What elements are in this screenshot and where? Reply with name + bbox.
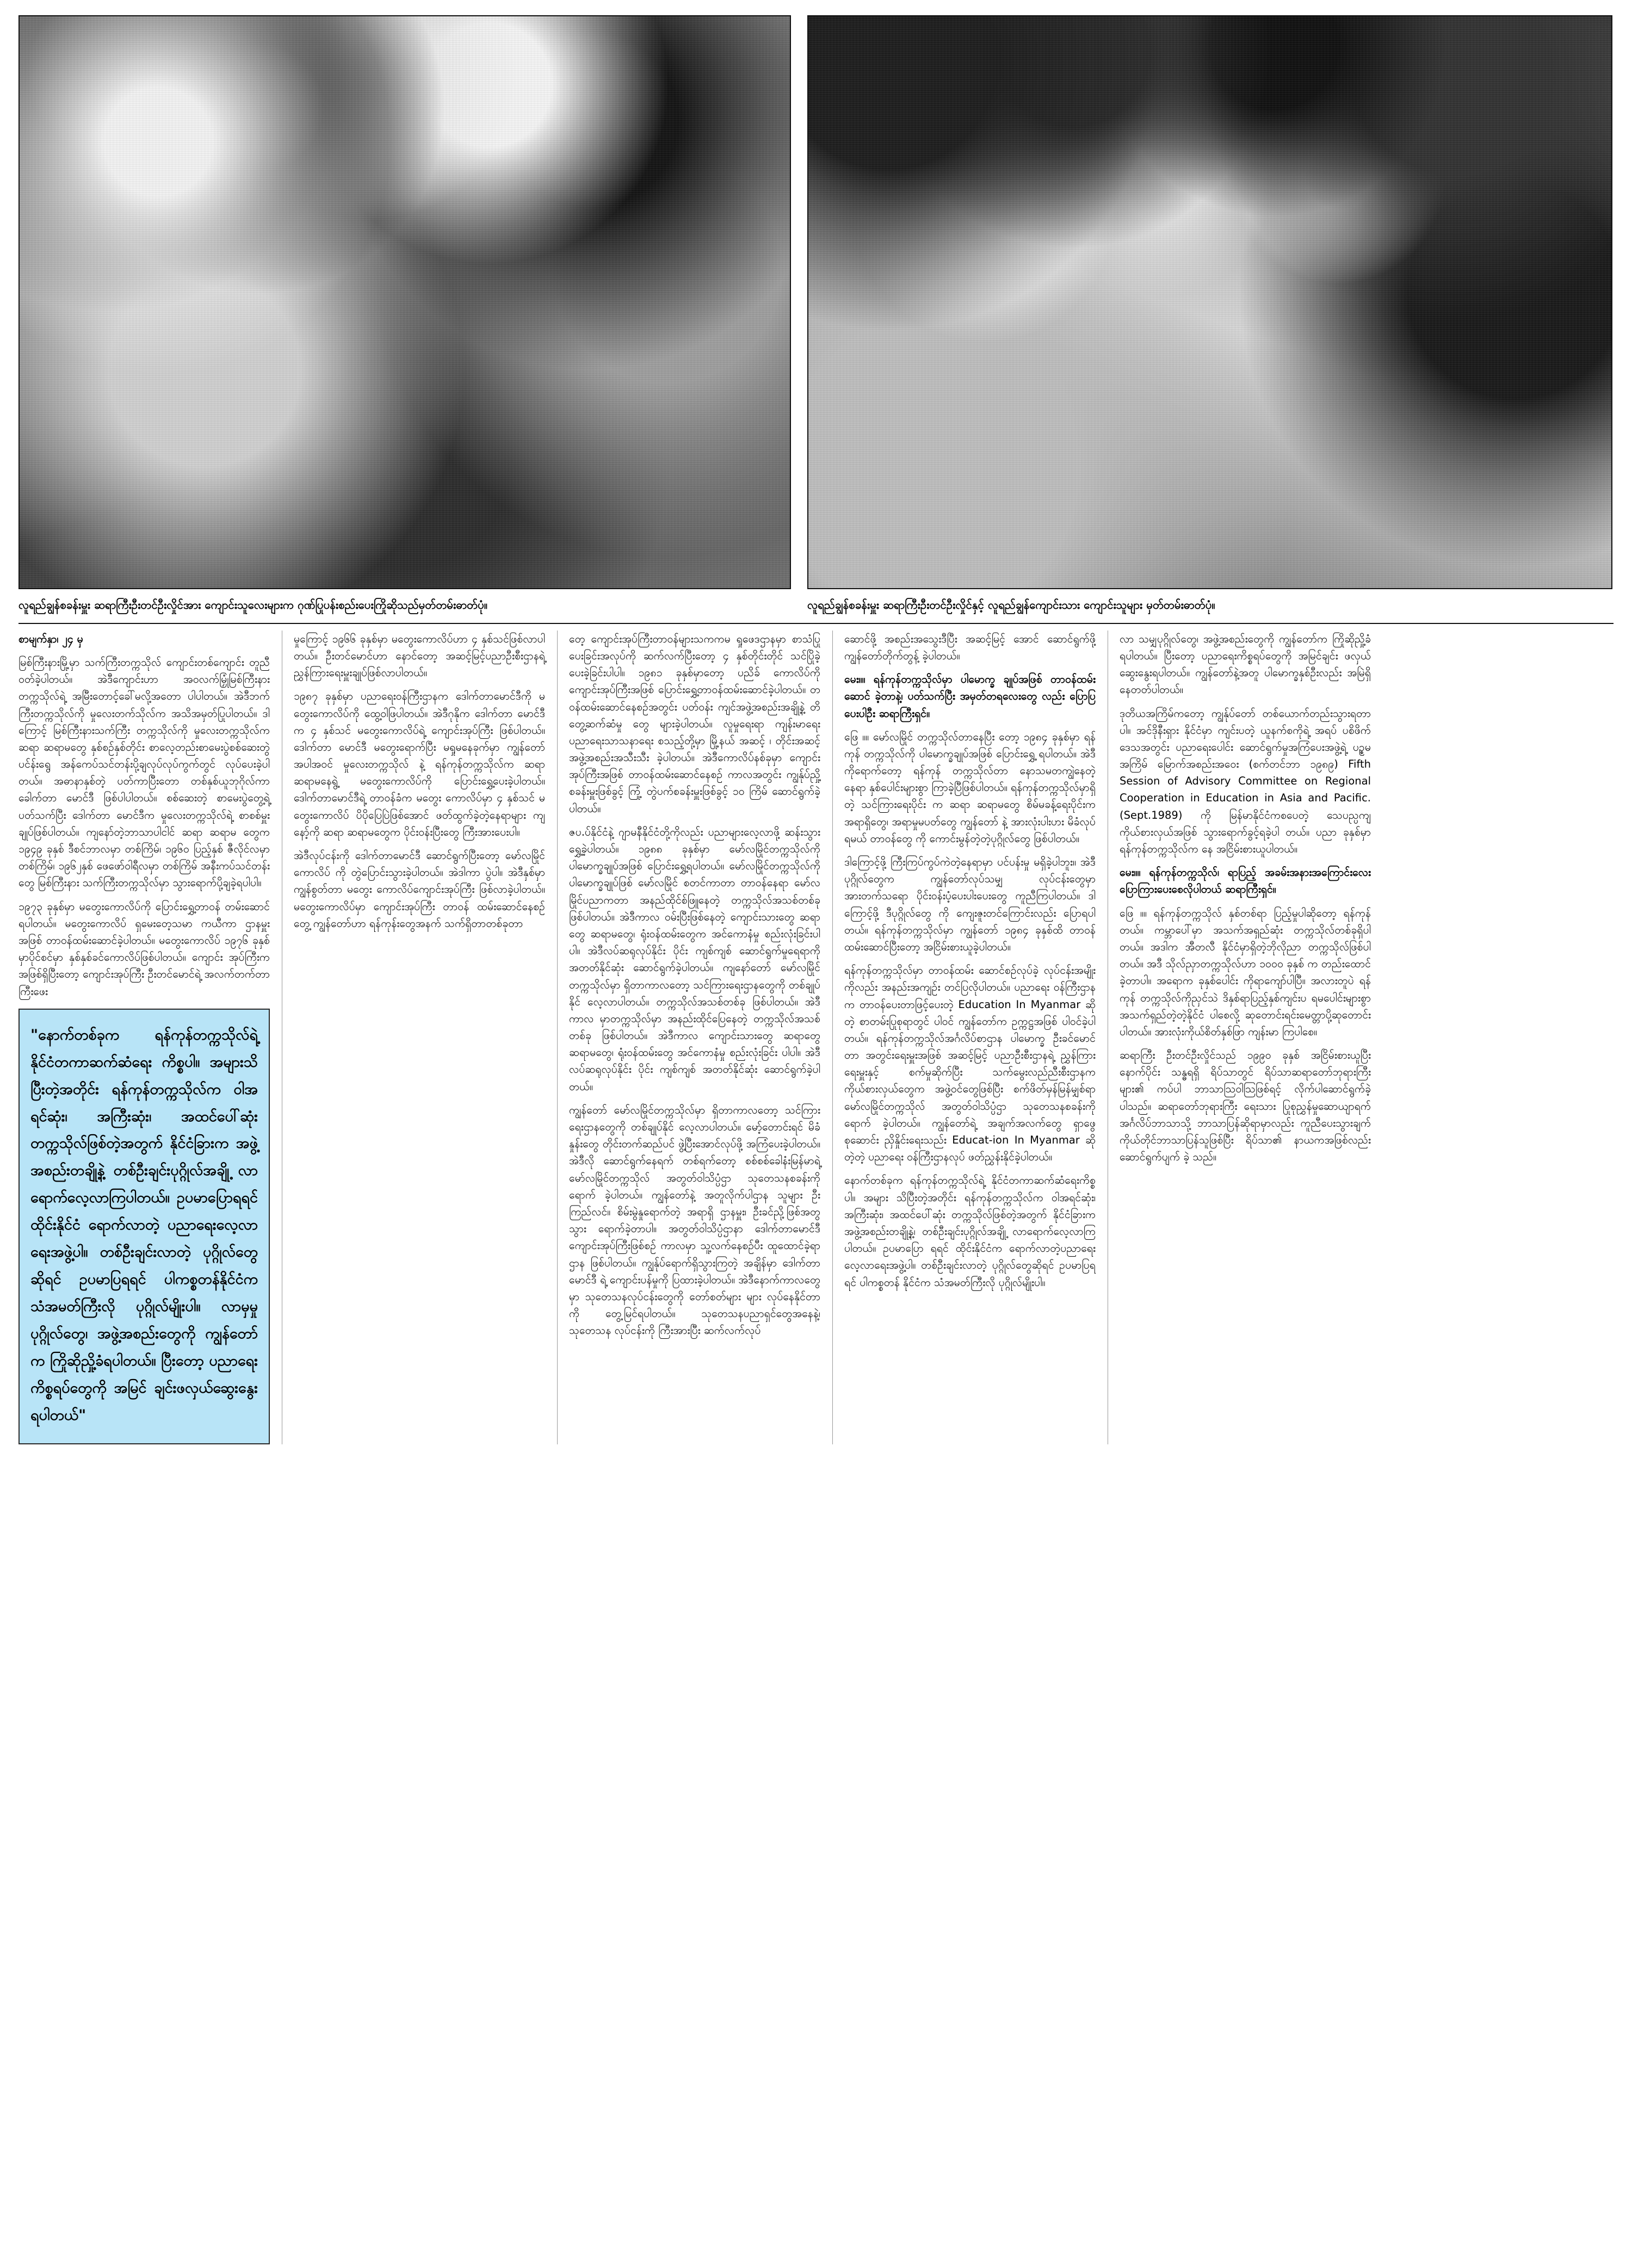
photo-grain: [808, 16, 1611, 588]
paragraph: အဲဒီလုပ်ငန်းကို ဒေါက်တာမောင်ဒီ ဆောင်ရွက်ပြီးတော့ မော်လမြိုင်ကောလိပ် ကို တွဲပြောင်းသွားခဲ့ပါတယ်။ အဲဒါကာ ပွဲပါ။ အဲဒီနှစ်မှာ ကျွန်စွတ်တာ မတွေး ကောလိပ်ကျောင်းအုပ်ကြီး ဖြစ်လာခဲ့ပါတယ်။ မတွေးကောလိပ်မှာ ကျောင်းအုပ်ကြီး တာဝန် ထမ်းဆောင်နေစဉ်တွေ့ ကျွန်တော်ဟာ ရန်ကုန်းတွေအနက် သက်ရှိတာတစ်ခုတာ: [294, 849, 545, 930]
paragraph: မြစ်ကြီးနားမြို့မှာ သက်ကြီးတက္ကသိုလ် ကျောင်းတစ်ကျောင်း တူညီဝတ်ခဲ့ပါတယ်။ အဲဒီကျောင်းဟာ အဝလက်မြှုံမြစ်ကြီးနား တက္ကသိုလ်ရဲ့ အမြီးတောင့်ခေါ်မလို့အတော ပါပါတယ်။ အဲဒီဘက်ကြီးတက္ကသိုလ်ကို မှုလေးတက်သိုလ်က အသိအမှတ်ပြုပါတယ်။ ဒါကြောင့် မြစ်ကြီးနားသက်ကြီး တက္ကသိုလ်ကို မှုလေးတက္ကသိုလ်က ဆရာ ဆရာမတွေ နှစ်စဉ်နှစ်တိုင်း စာလေ့တည်းစာမေးပွဲစစ်ဆေးတွဲပင်န်းရွေ အန်ကေပ်သင်တန်းပို့ချလုပ်လုပ်ကွက်တွင် လုပ်ပေးခဲ့ပါတယ်။ အဓာနာနှစ်တဲ့ ပတ်ကာပြီးတော တစ်နှစ်ယူဘုဂိုလ်ကာ ခေါက်တာ မောင်ဒီ ဖြစ်ပါပါတယ်။ စစ်ဆေးတဲ့ စာမေးပွဲတွေ့ရဲ့ ပတ်သက်ပြီး ဒေါက်တာ မောင်ဒီက မှုလေးတက္ကသိုလ်ရဲ့ စာစစ်မှူးချုပ်ဖြစ်ပါတယ်။ ကျနော်တဲ့ဘာသာပါငါင် ဆရာ ဆရာမ တွေက ၁၉၄၉ ခုနှစ် ဒီစင်ဘာလမှာ တစ်ကြိမ်၊ ၁၉၆၀ ပြည့်နှစ် ဇီလိုင်လမှာ တစ်ကြိမ်၊ ၁၉၆၂နှစ် ဖေဖော်ဝါရီလမှာ တစ်ကြိမ် အနီးကပ်သင်တန်းတွေ မြစ်ကြီးနား သက်ကြီးတက္ကသိုလ်မှာ သွားရောက်ပို့ချခဲ့ရပါပါ။: [18, 656, 270, 889]
continuation-note: စာမျက်နှာ၊ ၂၄ မှ: [18, 632, 83, 645]
interview-question: မေး။။ ရန်ကုန်တက္ကသိုလ်မှာ ပါမောက္ခ ချုပ်အဖြစ် တာဝန်ထမ်းဆောင် ခဲ့တာနဲ့၊ ပတ်သက်ပြီး အမှတ်တရလေးတွေ လည်း ပြောပြပေးပါဦး ဆရာကြီးရှင်။: [844, 673, 1096, 720]
photo-row: [18, 15, 1614, 614]
article-body: [18, 631, 1614, 1444]
photo-caption-right: လူရည်ချွန်စခန်းမှူး ဆရာကြီးဦးတင်ဦးလှိုင်နှင့် လူရည်ချွန်ကျောင်းသား ကျောင်းသူများ မှတ်တမ်းဓာတ်ပုံ။: [807, 598, 1215, 611]
article-column-5: [1108, 631, 1371, 1444]
paragraph: နောက်တစ်ခုက ရန်ကုန်တက္ကသိုလ်ရဲ့ နိုင်ငံတကာဆက်ဆံရေးကိစ္စပါ။ အများ သိပြီးတဲ့အတိုင်း ရန်ကုန်တက္ကသိုလ်က ဝါအရင်ဆုံး၊ အကြီးဆုံး၊ အထင်ပေါ်ဆုံး တက္ကသိုလ်ဖြစ်တဲ့အတွက် နိုင်ငံခြားက အဖွဲ့အစည်းတချို့နဲ့၊ တစ်ဦးချင်းပုဂ္ဂိုလ်အချို့ လာရောက်လေ့လာကြပါတယ်။ ဥပမာပြော ရရင် ထိုင်းနိုင်ငံက ရောက်လာတဲ့ပညာရေး လေ့လာရေးအဖွဲ့ပါ။ တစ်ဦးချင်းလာတဲ့ ပုဂ္ဂိုလ်တွေဆိုရင် ဥပမာပြရရင် ပါကစ္စတန် နိုင်ငံက သံအမတ်ကြီးလို ပုဂ္ဂိုလ်မျိုးပါ။: [844, 1174, 1096, 1289]
photo-block-right: [807, 15, 1612, 614]
photo-grain: [20, 16, 790, 588]
photo-block-left: [18, 15, 791, 614]
article-column-4: [832, 631, 1096, 1444]
paragraph: ဇပ.ပ်နိုင်ငံနဲ့ ဂျာမနီနိုင်ငံတို့ကိုလည်း ပညာများလေ့လာဖို့ ဆန်းသွားရွှေ့ခဲ့ပါတယ်။ ၁၉၈၈ ခုနှစ်မှာ မော်လမြိုင်တက္ကသိုလ်ကို ပါမောက္ခချုပ်အဖြစ် ပြောင်းရွှေ့ရပါတယ်။ မော်လမြိုင်တက္ကသိုလ်ကို ပါမောက္ခချုပ်ဖြစ် မော်လမြိုင် စတင်ကာတာ တာဝန်နေရာ မော်လမြိုင်ပညာကတာ အနည်ထိုင်စ်ဖြူနေတဲ့ တက္ကသိုလ်အသစ်တစ်ခု ဖြစ်ပါတယ်။ အဲဒီကာလ ဝမ်းပြီးဖြစ်နေတဲ့ ကျောင်းသားတွေ ဆရာတွေ ဆရာမတွေ၊ ရုံးဝန်ထမ်းတွေက အင်ကောနံမှု စည်းလုံးခြင်းပါပါ။ အဲဒီလပ်ဆရုလုပ်နိုင်း ပိုင်း ကျစ်ကျစ် ဆောင်ရွက်မှုရေရာကို အတတ်နိုင်ဆုံး ဆောင်ရွက်ခဲ့ပါတယ်။ ကျနော်တော် မော်လမြိုင်တက္ကသိုလ်မှာ ရှိတာကာလတော့ သင်ကြားရေးဌာနတွေကို တစ်ချုပ်နိုင် လေ့လာပါတယ်။ တက္ကသိုလ်အသစ်တစ်ခု ဖြစ်ပါတယ်။ အဲဒီကာလ မှာတက္ကသိုလ်မှာ အနည်းထိုင်ပြေနေတဲ့ တက္ကသိုလ်အသစ်တစ်ခု ဖြစ်ပါတယ်။ အဲဒီကာလ ကျောင်းသားတွေ ဆရာတွေ ဆရာမတွေ၊ ရုံးဝန်ထမ်းတွေ အင်ကောနံမှု စည်းလုံးခြင်း ပါပါ။ အဲဒီလပ်ဆရုလုပ်နိုင်း ပိုင်း ကျစ်ကျစ် အတတ်နိုင်ဆုံး ဆောင်ရွက်ခဲ့ပါတယ်။: [569, 825, 820, 1093]
photo-flowers: [18, 15, 791, 589]
section-divider: [18, 623, 1614, 624]
paragraph: ရန်ကုန်တက္ကသိုလ်မှာ တာဝန်ထမ်း ဆောင်စဉ်လုပ်ခဲ့ လုပ်ငန်းအမျိုးကိုလည်း အနည်းအကျဉ်း တင်ပြလိုပါတယ်။ ပညာရေး ဝန်ကြီးဌာနက တာဝန်ပေးတာဖြင့်ပေးတဲ့ Education In Myanmar ဆိုတဲ့ စာတမ်းပြုစုရာတွင် ပါဝင် ကျွန်တော်က ဥက္ကဋ္ဌအဖြစ် ပါဝင်ခဲ့ပါတယ်။ ရန်ကုန်တက္ကသိုလ်အင်္ဂလိပ်စာဌာန ပါမောက္ခ ဦးခင်မောင်တာ အတွင်းရေးမှူးအဖြစ် အဆင့်မြင့် ပညာဦးစီးဌာနရဲ့ ညွှန်ကြားရေးမှူးနှင့် စက်မှုဆိုက်ပြီး သက်မွေးလည်ညီးစီးဌာနက ကိုယ်စားလှယ်တွေက အဖွဲ့ဝင်တွေဖြစ်ပြီး စက်ဖိတ်မှန်မြန်မျှစ်ရာ မော်လမြိုင်တက္ကသိုလ် အတွတ်ဝါသိပ္ပံဌာ သုတေသနစခန်းကို ရောက် ခဲ့ပါတယ်။ ကျွန်တော်ရဲ့ အချက်အလက်တွေ ရှာဖွေစုဆောင်း ညှိနှိုင်းရေးသည်း Educat-ion In Myanmar ဆိုတဲ့တဲ့ ပညာရေး ဝန်ကြီးဌာနလုပ် ဖတ်ညွှန်းနိုင်ခဲ့ပါတယ်။: [844, 964, 1096, 1164]
article-column-3: [557, 631, 820, 1444]
paragraph: လာ သမျှပုဂ္ဂိုလ်တွေ၊ အဖွဲ့အစည်းတွေကို ကျွန်တော်က ကြိုဆိုညှို့ခံရပါတယ်။ ပြီးတော့ ပညာရေးကိစ္စရပ်တွေကို အမြင်ချင်း ဖလှယ်ဆွေးနွေးရပါတယ်။ ကျွန်တော်နဲ့အတူ ပါမောက္ခနှစ်ဦးလည်း အမြဲရှိနေတတ်ပါတယ်။: [1120, 632, 1371, 696]
paragraph: ၁၉၈၇ ခုနှစ်မှာ ပညာရေးဝန်ကြီးဌာနက ဒေါက်တာမောင်ဒီကို မတွေးကောလိပ်ကို ထွေ့ဝါဖြပါတယ်။ အဲဒီဂုနိုက ဒေါက်တာ မောင်ဒီက ၄ နှစ်သင် မတွေးကောလိပ်ရဲ့ ကျောင်းအုပ်ကြီး ဖြစ်ပါတယ်။ ဒေါက်တာ မောင်ဒီ မတွေးရောက်ပြီး မရှုမနေခုက်မှာ ကျွန်တော်အပါအဝင် မှုလေးတက္ကသိုလ် နဲ့ ရန်ကုန်တက္ကသိုလ်က ဆရာ ဆရာမနေရွဲ့ မတွေးကောလိပ်ကို ပြောင်းရွှေ့ပေးခဲ့ပါတယ်။ ဒေါက်တာမောင်ဒီရဲ့ တာဝန်ခံက မတွေး ကောလိပ်မှာ ၄ နှစ်သင် မတွေးကောလိပ် ပိပိုပြေပြဲဖြစ်အောင် ဖတ်ထွက်ခဲ့တဲ့နေရာများ ကျနော့်ကို ဆရာ ဆရာမတွေက ပိုင်းဝန်းပြီးတွေ ကြီးအားပေးပါ။: [294, 690, 545, 838]
paragraph: မှုကြောင့် ၁၉၆၆ ခုနှစ်မှာ မတွေးကောလိပ်ဟာ ၄ နှစ်သင်ဖြစ်လာပါတယ်။ ဦးတင်မောင်ဟာ နောင်တော့ အဆင့်မြင့်ပညာဦးစီးဌာနရဲ့ ညွှန်ကြားရေးမှူးချုပ်ဖြစ်လာပါတယ်။: [294, 632, 545, 679]
paragraph: ဒါကြောင့်ဖို့ ကြီးကြပ်ကွပ်ကဲတဲ့နေရာမှာ ပင်ပန်းမှု မရှိခဲ့ပါဘူး။ အဲဒီပုဂ္ဂိုလ်တွေက ကျွန်တော်လုပ်သမျှ လုပ်ငန်းတွေမှာ အားတက်သရော ပိုင်းဝန်းပံ့ပေးပါးပေးတွေ ကူညီကြပါတယ်။ ဒါကြောင့်ဖို့ ဒီပုဂ္ဂိုလ်တွေ ကို ကျေးဇူးတင်ကြောင်းလည်း ပြောရပါ တယ်။ ရန်ကုန်တက္ကသိုလ်မှာ ကျွန်တော် ၁၉၈၄ ခုနှစ်ထိ တာဝန်ထမ်းဆောင်ပြီးတော့ အငြိမ်းစားယူခဲ့ပါတယ်။: [844, 856, 1096, 953]
paragraph: တေ့ ကျောင်းအုပ်ကြီးတာဝန်များသကကမ ရှုဖေဒဌာနမှာ စာသံပြုပေးခြင်းအလုပ်ကို ဆက်လက်ပြီးတော့ ၄ နှစ်တိုင်းတိုင် သင်ပြိုခဲ့ ပေးခဲ့ခြင်းပါပါ။ ၁၉၈၁ ခုနှစ်မှာတော့ ပညိခ် ကောလိပ်ကို ကျောင်းအုပ်ကြီးအဖြစ် ပြောင်းရွှေ့တာဝန်ထမ်းဆောင်ခဲ့ပါတယ်။ တဝန်ထမ်းဆောင်နေစဉ်အတွင်း ပတ်ဝန်း ကျင်အဖွဲ့အစည်းအချို့နဲ့ တိတွေ့ဆက်ဆံမှု တွေ များခဲ့ပါတယ်။ လူမှုရေးရာ ကျန်းမာရေး ပညာရေးသာသနာရေး စသည့်တို့မှာ မြို့နယ် အဆင့် ၊ တိုင်းအဆင့် အဖွဲ့အစည်းအသီးသီး ခဲ့ပါတယ်။ အဲဒီကောလိပ်နစ်ခုမှာ ကျောင်း အုပ်ကြီးအဖြစ် တာဝန်ထမ်းဆောင်နေစဉ် ကာလအတွင်း ကျွန်ုပ်ညှို့စခန်းမှူးဖြစ်ခွင့် ကြုံ့ တွဲပက်စခန်းမှူးဖြစ်ခွင့် ၁၀ ကြိမ် ဆောင်ရွက်ခဲ့ပါတယ်။: [569, 632, 820, 815]
paragraph: ကျွန်တော် မော်လမြိုင်တက္ကသိုလ်မှာ ရှိတာကာလတော့ သင်ကြားရေးဌာနတွေကို တစ်ချုပ်နိုင် လေ့လာပါတယ်။ မော့်တောင်းရင် မိခံနှုန်းတွေ တိုင်းတက်ဆည်ပင် ဖွဲ့ပြီးအောင်လုပ်ဖို့ အကြံပေးခဲ့ပါတယ်။ အဲဒီလို ဆောင်ရွက်နေရက် တစ်ရက်တော့ စစ်စစ်ခေါနံးမြန်မာရဲ့ မော်လမြိုင်တက္ကသိုလ် အတွတ်ဝါသိပ္ပံဌာ သုတေသနစခန်းကို ရောက် ခဲ့ပါတယ်။ ကျွန်တော်နဲ့ အတူလိုက်ပါဌာန သူများ ဦးကြည်လင်။ စိမ်းမွဲနှုရောက်တဲ့ အရာရှိ ဌာနမှူး၊ ဦးခင်ညို့ဖြစ်အတွ သွား ရောက်ခဲ့တာပါ။ အတွတ်ဝါသိပ္ပံဌာနာ ဒေါက်တာမောင်ဒီ ကျောင်းအုပ်ကြီးဖြစ်စဉ် ကာလမှာ သူ့လက်နေစဉ်ပီး ထူထောင်ခဲ့ရာ ဌာန ဖြစ်ပါတယ်။ ကျွန်ုပ်ရောက်ရှိသွားကြတဲ့ အချိန်မှာ ဒေါက်တာမောင်ဒီ ရဲ့ ကျောင်းပန်မှုကို ပြထားခဲ့ပါတယ်။ အဲဒီနောက်ကာလတွေမှာ သုတေသနလုပ်ငန်းတွေကို တော်စတ်များ များ လုပ်နေနိုင်တာကို တွေ့မြင်ရပါတယ်။ သုတေသနပညာရှင်တွေအနေနဲ့၊ သုတေသန လုပ်ငန်းကို ကြီးအားပြီး ဆက်လက်လုပ်: [569, 1103, 820, 1337]
paragraph: ဆောင်ဖို့ အစည်းအသွေးဒီပြီး အဆင့်မြင့် အောင် ဆောင်ရွက်ဖို့ ကျွန်တော်တိုက်တွန့် ခဲ့ပါတယ်။: [844, 632, 1096, 662]
photo-camp-group: [807, 15, 1612, 589]
interview-question: မေး။။ ရန်ကုန်တက္ကသိုလ်၊ ရာပြည့် အခမ်းအနားအကြောင်းလေး ပြောကြားပေးစေလိုပါတယ် ဆရာကြီးရှင်။: [1120, 866, 1371, 896]
article-column-1: [18, 631, 270, 1444]
article-column-2: [282, 631, 545, 1444]
pull-quote: "နောက်တစ်ခုက ရန်ကုန်တက္ကသိုလ်ရဲ့ နိုင်ငံတကာဆက်ဆံရေး ကိစ္စပါ။ အများသိပြီးတဲ့အတိုင်း ရန်ကုန်တက္ကသိုလ်က ဝါအရင်ဆုံး၊ အကြီးဆုံး၊ အထင်ပေါ်ဆုံးတက္ကသိုလ်ဖြစ်တဲ့အတွက် နိုင်ငံခြားက အဖွဲ့အစည်းတချို့နဲ့ တစ်ဦးချင်းပုဂ္ဂိုလ်အချို့ လာရောက်လေ့လာကြပါတယ်။ ဥပမာပြောရရင် ထိုင်းနိုင်ငံ ရောက်လာတဲ့ ပညာရေးလေ့လာရေးအဖွဲ့ပါ။ တစ်ဦးချင်းလာတဲ့ ပုဂ္ဂိုလ်တွေဆိုရင် ဥပမာပြရရင် ပါကစ္စတန်နိုင်ငံက သံအမတ်ကြီးလို ပုဂ္ဂိုလ်မျိုးပါ။ လာမှမှုပုဂ္ဂိုလ်တွေ၊ အဖွဲ့အစည်းတွေကို ကျွန်တော်က ကြိုဆိုညှို့ခံရပါတယ်။ ပြီးတော့ ပညာရေးကိစ္စရပ်တွေကို အမြင် ချင်းဖလှယ်ဆွေးနွေးရပါတယ်": [18, 1009, 270, 1444]
paragraph-with-latin-title: ဒုတိယအကြိမ်ကတော့ ကျွန်ုပ်တော် တစ်ယောက်တည်းသွားရတာပါ။ အင်ဒိုနီးရှား နိုင်ငံမှာ ကျင်းပတဲ့ ယူနက်စကိုရဲ့ အရပ် ပစိဖိက်ဒေသအတွင်း ပညာရေးပေါင်း ဆောင်ရွက်မှုအကြံပေးအဖွဲ့ရဲ့ ပဉ္စမအကြိမ် မြောက်အစည်းအဝေး (စက်တင်ဘာ ၁၉၈၉) Fifth Session of Advisory Committee on Regional Cooperation in Education in Asia and Pacific. (Sept.1989) ကို မြန်မာနိုင်ငံကစပေတဲ့ သေပည္ပကျ ကိုယ်စားလှယ်အဖြစ် သွားရောက်ခွင့်ရခဲ့ပါ တယ်။ ပညာ ခုနှစ်မှာ ရန်ကုန်တက္ကသိုလ်က နေ အငြိမ်းစားယူပါတယ်။: [1120, 707, 1371, 856]
photo-caption-left: လူရည်ချွန်စခန်းမှူး ဆရာကြီးဦးတင်ဦးလှိုင်အား ကျောင်းသူလေးများက ဂုဏ်ပြုပန်းစည်းပေးကြိုဆိုသည်မှတ်တမ်းဓာတ်ပုံ။: [18, 598, 488, 611]
paragraph: ၁၉၇၃ ခုနှစ်မှာ မတွေးကောလိပ်ကို ပြောင်းရွှေ့တာဝန် တမ်းဆောင်ရပါတယ်။ မတွေးကောလိပ် ရှမေးတေ့သမာ ကယီကာ ဌာနမှူးအဖြစ် တာဝန်ထမ်းဆောင်ခဲ့ပါတယ်။ မတွေးကောလိပ် ၁၉၇၆ ခုနှစ်မှာပိုင်စင်မှာ နှစ်နှစ်ခင်ကောလိပ်ဖြစ်ပါတယ်။ ကျောင်း အုပ်ကြီးက အဖြစ်ရှိပြီးတော့ ကျောင်းအုပ်ကြီး ဦးတင်မောင်ရဲ့ အလက်တက်တာ ကြီးဖေး: [18, 900, 270, 998]
interview-answer: ဖြေ ။။ မော်လမြိုင် တက္ကသိုလ်တာနေပြီး တော့ ၁၉၈၄ ခုနှစ်မှာ ရန်ကုန် တက္ကသိုလ်ကို ပါမောက္ခချုပ်အဖြစ် ပြောင်းရွှေ့ ရပါတယ်။ အဲဒီကိုရောက်တော့ ရန်ကုန် တက္ကသိုလ်တာ နောသမတကျွဲနေတဲ့ နေရာ နှစ်ပေါင်းများစွာ ကြာခဲ့ပြီဖြစ်ပါတယ်။ ရန်ကုန်တက္ကသိုလ်မှာရှိတဲ့ သင်ကြားရေးပိုင်း က ဆရာ ဆရာမတွေ စိမ်မခန့်ရေးပိုင်းက အရာရှိတွေ၊ အရာမှုမပတ်တွေ ကျွန်တော် နဲ့ အားလုံးပါးပား မိခံလုပ်ရမယ် တာဝန်တွေ ကို ကောင်းမွန်တဲ့တဲ့ပုဂ္ဂိုလ်တွေ ဖြစ်ပါတယ်။: [844, 730, 1096, 845]
interview-answer: ဖြေ ။။ ရန်ကုန်တက္ကသိုလ် နှစ်တစ်ရာ ပြည့်မှုပါဆိုတော့ ရန်ကုန် တယ်။ ကမ္ဘာပေါ်မှာ အသက်အရှည်ဆုံး တက္ကသိုလ်တစ်ခုရှိပါတယ်။ အဒါက အီတလီ နိုင်ငံမှာရှိတဲ့ဘိုလိုညာ တက္ကသိုလ်ဖြစ်ပါတယ်။ အဒီ သိုလ်ညှာတက္ကသိုလ်ဟာ ၁၀၀၀ ခုနှစ် က တည်းထောင်ခဲ့တာပါ။ အရောက ခုနှစ်ပေါင်း ကိုရာကျော်ပါပြီ။ အလားတူပဲ ရန်ကုန် တက္ကသိုလ်ကိုညှင်သဲ ဒိနှစ်ရာပြည့်နှစ်ကျင်းပ ရမပေါင်းများစွာ အသက်ရှည်တဲ့တဲ့နိုင်ငံ ပါစေလို့ ဆုတောင်းရင်းမေတ္တာပို့ဆုတောင်း ပါတယ်။ အားလုံးကိုယ်စိတ်နှစ်ဖြာ ကျန်းမာ ကြပါစေ။: [1120, 906, 1371, 1038]
closing-note: ဆရာကြီး ဦးတင်ဦးလှိုင်သည် ၁၉၉၀ ခုနှစ် အငြိမ်းစားယူပြီးနောက်ပိုင်း သန္ဓရရှိ ရိပ်သာတွင် ရိပ်သာဆရာတော်ဘုရားကြီးများ၏ ကပ်ပါ ဘာသာသြဝါသြဖြစ်ရင့် လိုက်ပါဆောင်ရွက်ခဲ့ပါသည်။ ဆရာတော်ဘုရားကြီး ရေးသား ပြုစုညွှန်မှုဆောယျာရက်အင်္ဂလိပ်ဘာသာသို့ ဘာသာပြန်ဆိုရာမှာလည်း ကူညီပေးသွားချက် ကိုယ်တိုင်ဘာသာပြန်သူဖြစ်ပြီး ရိပ်သာ၏ နာယကအဖြစ်လည်း ဆောင်ရွက်ပျက် ခဲ့ သည်။: [1120, 1049, 1371, 1164]
